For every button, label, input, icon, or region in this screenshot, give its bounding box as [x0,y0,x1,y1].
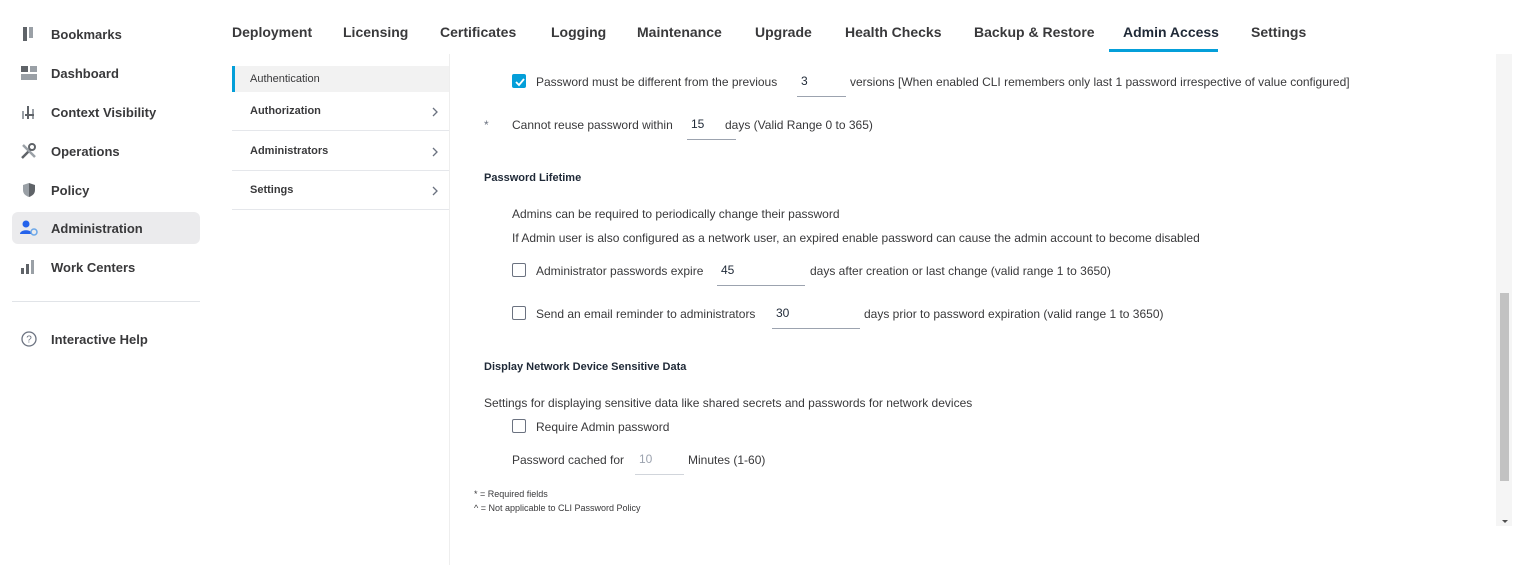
tab-admin-access[interactable]: Admin Access [1123,24,1219,40]
password-cached-suffix: Minutes (1-60) [688,453,766,467]
email-reminder-suffix: days prior to password expiration (valid range 1 to 3650) [864,307,1164,321]
chevron-right-icon [431,184,439,202]
password-expire-suffix: days after creation or last change (valid range 1 to 3650) [810,264,1111,278]
tab-deployment[interactable]: Deployment [232,24,313,40]
tab-logging[interactable]: Logging [551,24,607,40]
nav-label: Interactive Help [51,331,148,347]
password-different-label: Password must be different from the previous [536,75,778,89]
nav-item-bookmarks[interactable] [12,18,200,50]
sensitive-data-header: Display Network Device Sensitive Data [484,361,687,373]
svg-text:?: ? [26,334,32,346]
require-admin-password-checkbox[interactable] [512,419,526,433]
nav-label: Administration [51,220,143,236]
email-reminder-label: Send an email reminder to administrators [536,307,756,321]
left-navigation [0,0,212,565]
tab-maintenance[interactable]: Maintenance [637,24,722,40]
submenu-item-authorization[interactable] [232,92,449,131]
tab-backup-restore[interactable]: Backup & Restore [974,24,1095,40]
required-fields-footnote: * = Required fields [474,489,548,499]
expire-days-input[interactable]: 45 [717,263,805,286]
tab-licensing[interactable]: Licensing [343,24,409,40]
password-different-suffix: versions [When enabled CLI remembers only last 1 password irrespective of value configured] [850,75,1350,89]
scrollbar-thumb[interactable] [1500,293,1509,481]
work-centers-icon [20,258,38,276]
submenu-label: Administrators [250,145,329,157]
password-expire-checkbox[interactable] [512,263,526,277]
submenu-item-settings[interactable] [232,171,449,210]
nav-item-work-centers[interactable] [12,251,200,283]
tools-icon [20,142,38,160]
shield-icon [20,181,38,199]
nav-label: Operations [51,143,120,159]
lifetime-description-1: Admins can be required to periodically change their password [512,207,840,221]
tab-certificates[interactable]: Certificates [440,24,517,40]
submenu-label: Authorization [250,105,321,117]
submenu-label: Settings [250,184,294,196]
nav-item-operations[interactable] [12,135,200,167]
nav-label: Policy [51,182,90,198]
nav-divider [12,301,200,302]
nav-item-administration[interactable] [12,212,200,244]
password-expire-label: Administrator passwords expire [536,264,704,278]
bookmark-icon [20,25,38,43]
required-marker: * [484,118,489,132]
nav-label: Dashboard [51,65,119,81]
reminder-days-input[interactable]: 30 [772,306,860,329]
submenu-item-authentication[interactable] [232,66,449,92]
scroll-down-arrow-icon[interactable] [1500,513,1510,531]
admin-user-icon [20,219,38,237]
nav-label: Work Centers [51,259,136,275]
dashboard-icon [20,64,38,82]
reuse-password-suffix: days (Valid Range 0 to 365) [725,118,873,132]
nav-item-interactive-help[interactable] [12,323,200,355]
email-reminder-checkbox[interactable] [512,306,526,320]
nav-item-policy[interactable] [12,174,200,206]
tab-settings[interactable]: Settings [1251,24,1307,40]
password-history-input[interactable]: 3 [797,74,846,97]
chevron-right-icon [431,145,439,163]
submenu-border [449,54,450,565]
nav-item-context-visibility[interactable] [12,96,200,128]
nav-label: Context Visibility [51,104,157,120]
lifetime-description-2: If Admin user is also configured as a network user, an expired enable password can cause the admin account to become disabled [512,231,1200,245]
password-lifetime-header: Password Lifetime [484,172,582,184]
checkmark-icon [514,76,526,88]
active-tab-indicator [1109,49,1218,52]
sensitive-data-description: Settings for displaying sensitive data like shared secrets and passwords for network devices [484,396,973,410]
reuse-days-input[interactable]: 15 [687,117,736,140]
submenu-label: Authentication [250,73,320,85]
chevron-right-icon [431,105,439,123]
cached-minutes-input[interactable]: 10 [635,452,684,475]
submenu-item-administrators[interactable] [232,132,449,171]
nav-item-dashboard[interactable] [12,57,200,89]
help-icon [20,330,38,348]
nav-label: Bookmarks [51,26,122,42]
password-different-checkbox[interactable] [512,74,526,88]
tab-upgrade[interactable]: Upgrade [755,24,812,40]
require-admin-password-label: Require Admin password [536,420,670,434]
tab-health-checks[interactable]: Health Checks [845,24,942,40]
reuse-password-label: Cannot reuse password within [512,118,673,132]
cli-policy-footnote: ^ = Not applicable to CLI Password Policy [474,503,641,513]
password-cached-label: Password cached for [512,453,625,467]
context-visibility-icon [20,103,38,121]
